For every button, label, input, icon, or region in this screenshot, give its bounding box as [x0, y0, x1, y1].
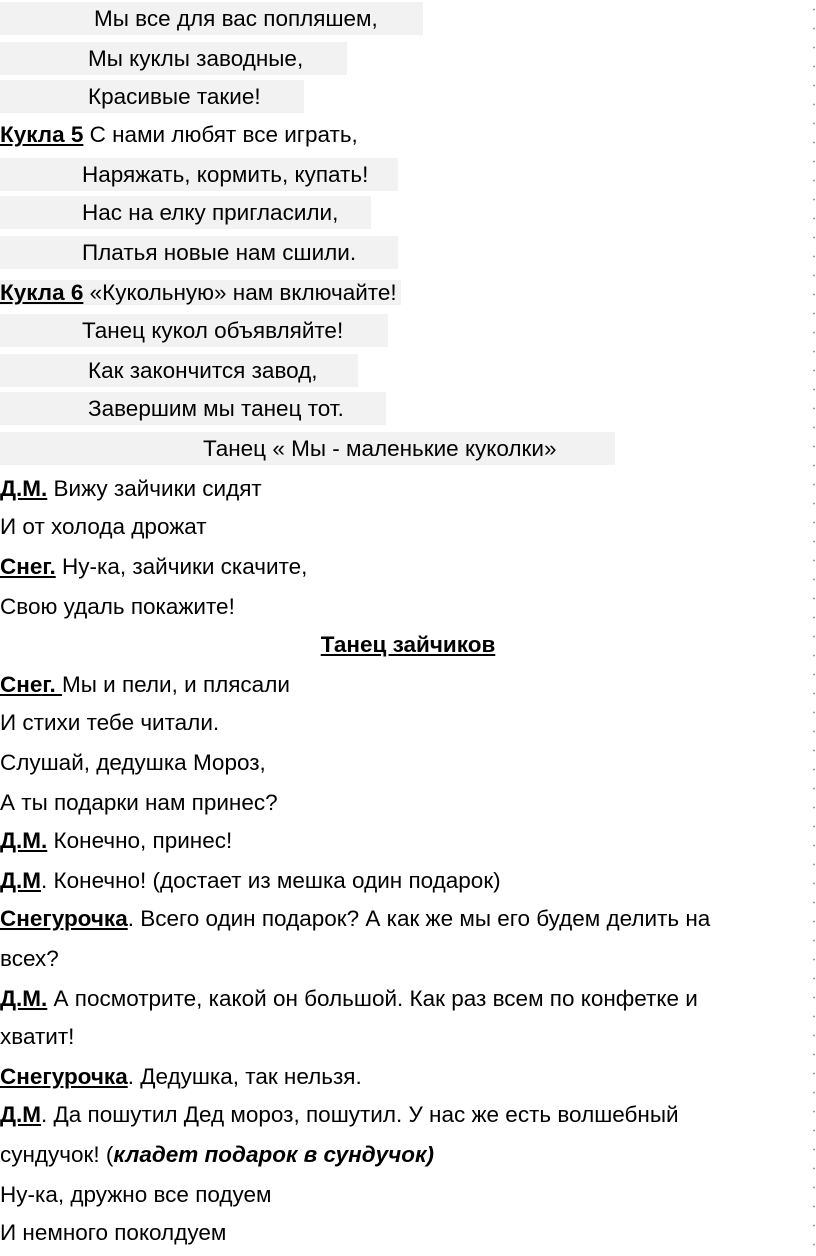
text-line [0, 786, 278, 819]
line-text: Мы куклы заводные, [88, 46, 304, 71]
line-text: Танец кукол объявляйте! [82, 318, 344, 343]
stage-direction: кладет подарок в сундучок) [113, 1142, 434, 1167]
dialogue-line [0, 550, 307, 583]
text-line [0, 1216, 226, 1249]
text-line [0, 354, 358, 387]
line-text: А ты подарки нам принес? [0, 790, 278, 815]
line-text: . Всего один подарок? А как же мы его будем делить на [127, 906, 711, 931]
line-text: И от холода дрожат [0, 514, 207, 539]
line-text: . Дедушка, так нельзя. [127, 1064, 362, 1089]
speaker-label: Д.М. [0, 986, 48, 1011]
dialogue-line [0, 902, 710, 935]
speaker-label: Кукла 6 [0, 280, 84, 305]
line-text: Мы все для вас попляшем, [94, 6, 378, 31]
text-line [0, 2, 423, 35]
line-text: И немного поколдуем [0, 1220, 227, 1245]
line-text: С нами любят все играть, [89, 122, 358, 147]
dialogue-line [0, 1098, 679, 1131]
dialogue-line [0, 1138, 434, 1171]
line-text: . Конечно! (достает из мешка один подарок) [41, 868, 501, 893]
line-text: Слушай, дедушка Мороз, [0, 750, 266, 775]
text-line [0, 392, 386, 425]
speaker-label: Снегурочка [0, 906, 128, 931]
line-text: Как закончится завод, [88, 358, 318, 383]
speaker-label: Д.М [0, 868, 42, 893]
dance-title-line [0, 432, 615, 465]
text-line [0, 590, 235, 623]
line-text: Нас на елку пригласили, [82, 200, 339, 225]
line-text: Мы и пели, и плясали [61, 672, 290, 697]
speaker-label: Снег. [0, 672, 62, 697]
dialogue-line [0, 276, 401, 309]
line-text: Красивые такие! [88, 84, 261, 109]
dialogue-line [0, 472, 262, 505]
dialogue-line [0, 668, 290, 701]
line-text: Наряжать, кормить, купать! [82, 162, 369, 187]
dialogue-line [0, 1060, 362, 1093]
text-line [0, 42, 347, 75]
line-text: Завершим мы танец тот. [88, 396, 344, 421]
speaker-label: Д.М [0, 1102, 42, 1127]
text-line [0, 510, 207, 543]
text-line [0, 196, 371, 229]
line-text: сундучок! ( [0, 1142, 114, 1167]
line-text: «Кукольную» нам включайте! [89, 280, 397, 305]
dance-title: Танец « Мы - маленькие куколки» [203, 436, 557, 461]
speaker-label: Снег. [0, 554, 56, 579]
text-line [0, 1020, 74, 1053]
text-line [0, 80, 304, 113]
line-text: . Да пошутил Дед мороз, пошутил. У нас же есть волшебный [41, 1102, 679, 1127]
speaker-label: Кукла 5 [0, 122, 84, 147]
text-line [0, 236, 398, 269]
line-text: Конечно, принес! [47, 828, 233, 853]
text-line [0, 706, 219, 739]
line-text: Вижу зайчики сидят [47, 476, 262, 501]
dialogue-line [0, 118, 358, 151]
speaker-label: Д.М. [0, 476, 48, 501]
dialogue-line [0, 982, 698, 1015]
line-text: Платья новые нам сшили. [82, 240, 357, 265]
speaker-label: Снегурочка [0, 1064, 128, 1089]
text-line [0, 1178, 272, 1211]
section-title [0, 628, 816, 661]
section-title-text: Танец зайчиков [320, 632, 496, 657]
text-line [0, 746, 266, 779]
text-line [0, 314, 388, 347]
line-text: хватит! [0, 1024, 75, 1049]
line-text: Ну-ка, дружно все подуем [0, 1182, 272, 1207]
dialogue-line [0, 864, 501, 897]
line-text: Ну-ка, зайчики скачите, [55, 554, 308, 579]
text-line [0, 158, 398, 191]
line-text: А посмотрите, какой он большой. Как раз всем по конфетке и [47, 986, 698, 1011]
speaker-label: Д.М. [0, 828, 48, 853]
line-text: всех? [0, 946, 59, 971]
dialogue-line [0, 824, 232, 857]
text-line [0, 942, 59, 975]
line-text: Свою удаль покажите! [0, 594, 235, 619]
line-text: И стихи тебе читали. [0, 710, 220, 735]
margin-dots [812, 0, 816, 1256]
